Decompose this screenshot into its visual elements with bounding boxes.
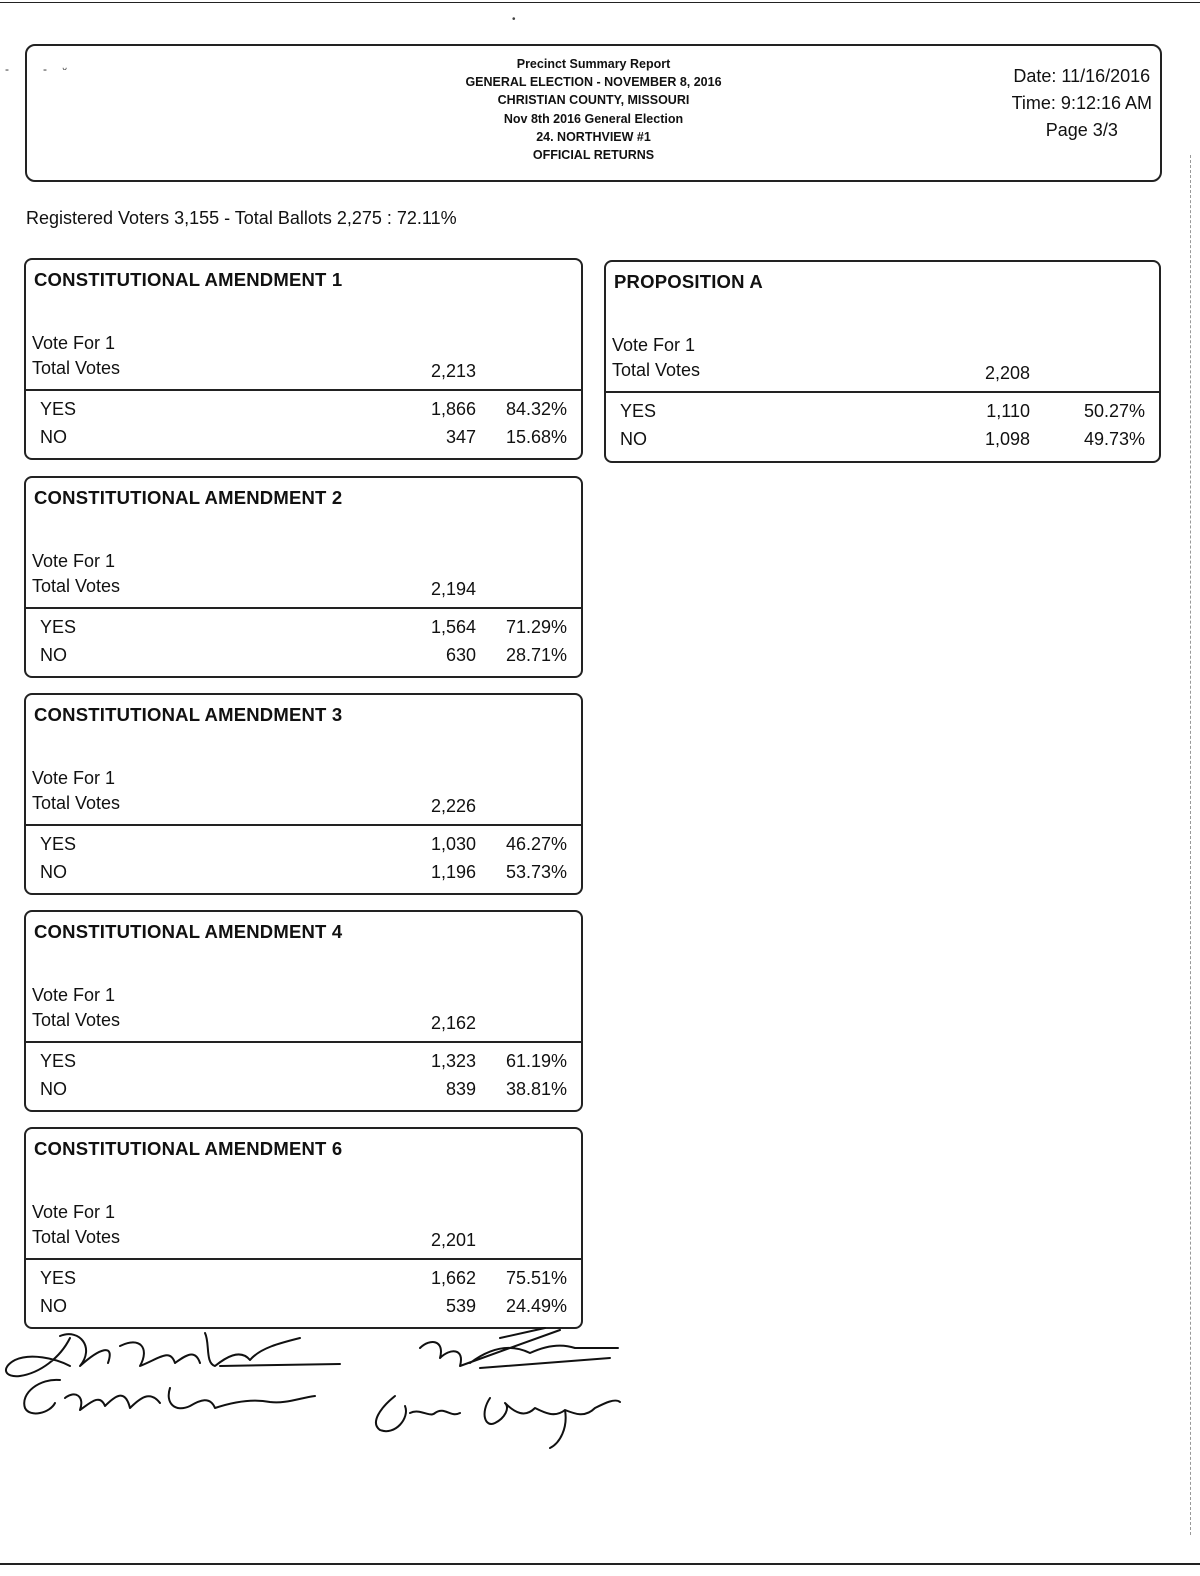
contest-box [24,1127,583,1329]
contest-title: CONSTITUTIONAL AMENDMENT 6 [34,1138,343,1159]
total-votes-label: Total Votes [612,360,701,380]
choice-row [26,645,581,667]
contest-box [604,260,1161,463]
choice-percent: 24.49% [505,1296,567,1316]
contest-title: PROPOSITION A [614,271,763,292]
signature-1 [6,1333,340,1376]
scan-speck: • [512,14,516,25]
choice-percent: 49.73% [1083,429,1145,449]
total-votes-label: Total Votes [32,1010,121,1030]
report-header [25,44,1162,182]
choice-percent: 75.51% [505,1268,567,1288]
election-title: GENERAL ELECTION - NOVEMBER 8, 2016 [465,75,722,90]
choice-name: NO [40,1296,67,1316]
choice-name: NO [40,1079,67,1099]
choice-name: YES [40,1268,77,1288]
choice-votes: 1,662 [430,1268,476,1288]
choice-percent: 38.81% [505,1079,567,1099]
choice-votes: 630 [445,645,476,665]
total-votes-label: Total Votes [32,576,121,596]
choice-percent: 50.27% [1083,401,1145,421]
report-header-center [27,55,1160,164]
election-name: Nov 8th 2016 General Election [503,111,684,126]
divider [26,389,581,391]
scan-marks: - . - ᵕ [5,62,73,76]
choice-name: NO [620,429,647,449]
report-header-meta [1012,63,1152,144]
choice-row [26,1051,581,1073]
choice-row [26,1079,581,1101]
divider [606,391,1159,393]
signature-2 [24,1380,315,1414]
choice-row [606,429,1159,451]
choice-votes: 1,866 [430,399,476,419]
choice-row [26,617,581,639]
contest-title: CONSTITUTIONAL AMENDMENT 1 [34,269,343,290]
choice-row [26,1296,581,1318]
choice-name: YES [40,399,77,419]
choice-name: NO [40,427,67,447]
signature-3 [420,1328,618,1368]
choice-name: YES [40,1051,77,1071]
precinct-name: 24. NORTHVIEW #1 [536,129,651,144]
total-votes-value: 2,162 [430,1013,476,1033]
signatures [0,1318,700,1458]
right-edge-rule [1190,155,1191,1535]
choice-votes: 1,323 [430,1051,476,1071]
choice-row [26,862,581,884]
divider [26,824,581,826]
county-name: CHRISTIAN COUNTY, MISSOURI [497,93,690,108]
contest-box [24,910,583,1112]
top-rule [0,2,1200,3]
total-votes-value: 2,194 [430,579,476,599]
choice-votes: 1,098 [984,429,1030,449]
choice-percent: 71.29% [505,617,567,637]
choice-row [26,834,581,856]
total-votes-value: 2,226 [430,796,476,816]
total-votes-label: Total Votes [32,793,121,813]
choice-row [26,427,581,449]
choice-votes: 839 [445,1079,476,1099]
choice-percent: 46.27% [505,834,567,854]
choice-percent: 61.19% [505,1051,567,1071]
total-votes-value: 2,201 [430,1230,476,1250]
choice-name: YES [40,617,77,637]
choice-row [26,399,581,421]
report-date: Date: 11/16/2016 [1013,66,1151,86]
contest-title: CONSTITUTIONAL AMENDMENT 4 [34,921,343,942]
choice-percent: 15.68% [505,427,567,447]
contest-title: CONSTITUTIONAL AMENDMENT 3 [34,704,343,725]
choice-row [606,401,1159,423]
page-number: Page 3/3 [1045,120,1118,140]
report-time: Time: 9:12:16 AM [1011,93,1152,113]
choice-name: NO [40,862,67,882]
divider [26,1041,581,1043]
choice-votes: 1,196 [430,862,476,882]
choice-votes: 539 [445,1296,476,1316]
contest-title: CONSTITUTIONAL AMENDMENT 2 [34,487,343,508]
vote-for-label: Vote For 1 [32,551,116,571]
divider [26,1258,581,1260]
bottom-rule [0,1563,1200,1565]
contest-box [24,258,583,460]
total-votes-value: 2,213 [430,361,476,381]
choice-percent: 53.73% [505,862,567,882]
vote-for-label: Vote For 1 [32,333,116,353]
contest-box [24,693,583,895]
vote-for-label: Vote For 1 [32,985,116,1005]
returns-status: OFFICIAL RETURNS [532,148,655,163]
vote-for-label: Vote For 1 [32,768,116,788]
choice-votes: 347 [445,427,476,447]
choice-votes: 1,564 [430,617,476,637]
total-votes-label: Total Votes [32,358,121,378]
choice-percent: 84.32% [505,399,567,419]
total-votes-value: 2,208 [984,363,1030,383]
choice-name: YES [620,401,657,421]
signature-4 [376,1396,620,1448]
choice-percent: 28.71% [505,645,567,665]
vote-for-label: Vote For 1 [612,335,696,355]
choice-name: NO [40,645,67,665]
report-type: Precinct Summary Report [516,57,671,71]
total-votes-label: Total Votes [32,1227,121,1247]
choice-row [26,1268,581,1290]
registered-voters-summary: Registered Voters 3,155 - Total Ballots 2,275 : 72.11% [26,208,457,228]
choice-votes: 1,110 [986,401,1030,421]
contest-box [24,476,583,678]
vote-for-label: Vote For 1 [32,1202,116,1222]
choice-name: YES [40,834,77,854]
choice-votes: 1,030 [430,834,476,854]
divider [26,607,581,609]
